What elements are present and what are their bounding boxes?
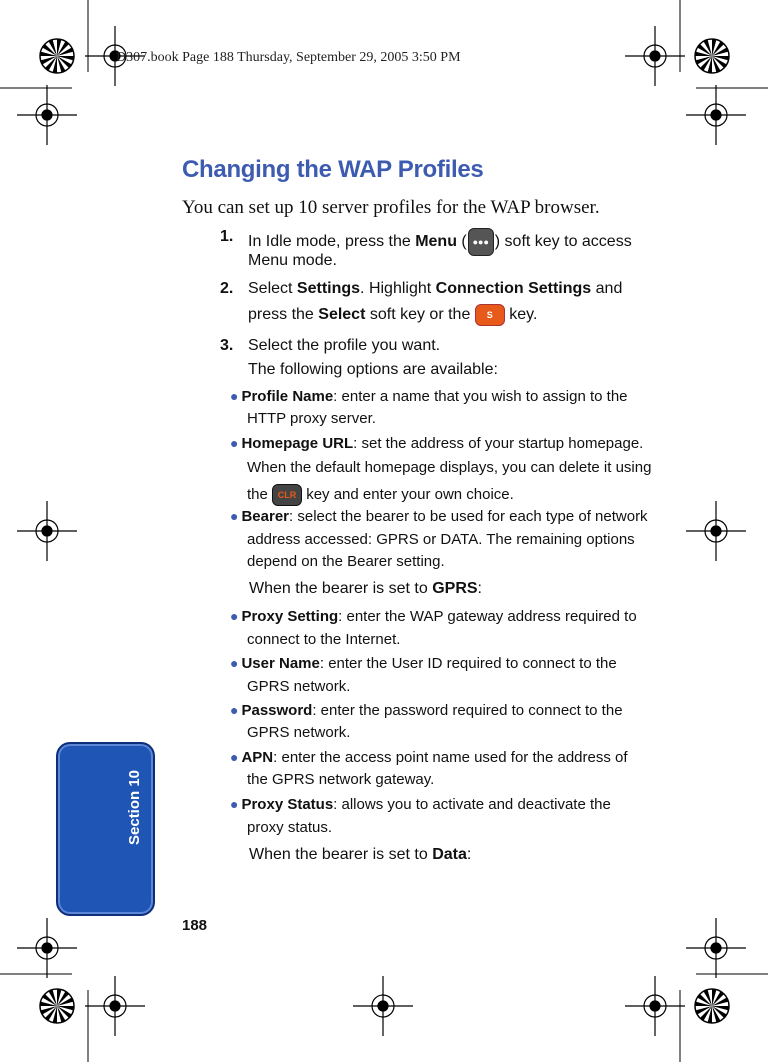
intro-paragraph: You can set up 10 server profiles for the WAP browser. <box>182 197 600 218</box>
crosshair-target <box>17 501 77 561</box>
step-number: 2. <box>220 280 234 297</box>
bullet-password: ● Password: enter the password required to connect to the <box>230 702 623 719</box>
bullet-continuation: When the default homepage displays, you can delete it using <box>247 459 652 476</box>
step-number: 3. <box>220 337 234 354</box>
gprs-note: When the bearer is set to GPRS: <box>249 580 482 597</box>
crosshair-target <box>625 26 685 86</box>
crosshair-target <box>85 976 145 1036</box>
bullet-icon: ● <box>230 388 239 404</box>
data-note: When the bearer is set to Data: <box>249 846 472 863</box>
sunburst-mark <box>695 39 729 73</box>
page-title: Changing the WAP Profiles <box>182 156 484 183</box>
bullet-continuation: the GPRS network gateway. <box>247 771 435 788</box>
bullet-continuation: proxy status. <box>247 819 333 836</box>
bullet-profile-name: ● Profile Name: enter a name that you wish to assign to the <box>230 388 628 405</box>
bullet-icon: ● <box>230 702 239 718</box>
step-2-line-1: Select Settings. Highlight Connection Settings and <box>248 280 623 297</box>
bullet-continuation: depend on the Bearer setting. <box>247 553 445 570</box>
bullet-user-name: ● User Name: enter the User ID required to connect to the <box>230 655 617 672</box>
section-tab-label: Section 10 <box>126 769 143 845</box>
bullet-continuation: HTTP proxy server. <box>247 410 376 427</box>
bullet-icon: ● <box>230 435 239 451</box>
step-2-line-2: press the Select soft key or the S key. <box>248 304 537 326</box>
crosshair-target <box>686 501 746 561</box>
crosshair-target <box>686 85 746 145</box>
page-number: 188 <box>182 917 208 934</box>
bullet-icon: ● <box>230 749 239 765</box>
bullet-icon: ● <box>230 508 239 524</box>
crosshair-target <box>17 918 77 978</box>
bullet-icon: ● <box>230 655 239 671</box>
bullet-continuation: address accessed: GPRS or DATA. The remaining options <box>247 531 635 548</box>
bullet-continuation: connect to the Internet. <box>247 631 401 648</box>
crosshair-target <box>686 918 746 978</box>
crosshair-target <box>17 85 77 145</box>
bullet-homepage-url: ● Homepage URL: set the address of your startup homepage. <box>230 435 644 452</box>
crosshair-target <box>625 976 685 1036</box>
step-3-line-1: Select the profile you want. <box>248 337 441 354</box>
menu-key-icon: ●●● <box>468 228 494 256</box>
step-3-line-2: The following options are available: <box>248 361 498 378</box>
clear-key-icon: CLR <box>272 484 302 506</box>
bullet-apn: ● APN: enter the access point name used for the address of <box>230 749 628 766</box>
bullet-continuation: GPRS network. <box>247 678 351 695</box>
bullet-continuation: GPRS network. <box>247 724 351 741</box>
bullet-proxy-setting: ● Proxy Setting: enter the WAP gateway address required to <box>230 608 637 625</box>
step-number: 1. <box>220 228 234 245</box>
sunburst-mark <box>40 989 74 1023</box>
bullet-icon: ● <box>230 608 239 624</box>
sunburst-mark <box>40 39 74 73</box>
print-header: D307.book Page 188 Thursday, September 29, 2005 3:50 PM <box>116 50 461 65</box>
bullet-continuation: the CLR key and enter your own choice. <box>247 484 514 506</box>
step-1-line-1: In Idle mode, press the Menu ( ●●● ) soft key to access <box>248 228 632 256</box>
bullet-proxy-status: ● Proxy Status: allows you to activate and deactivate the <box>230 796 611 813</box>
step-1-line-2: Menu mode. <box>248 252 337 269</box>
ok-key-icon: S <box>475 304 505 326</box>
bullet-icon: ● <box>230 796 239 812</box>
crosshair-target <box>353 976 413 1036</box>
sunburst-mark <box>695 989 729 1023</box>
bullet-bearer: ● Bearer: select the bearer to be used for each type of network <box>230 508 648 525</box>
